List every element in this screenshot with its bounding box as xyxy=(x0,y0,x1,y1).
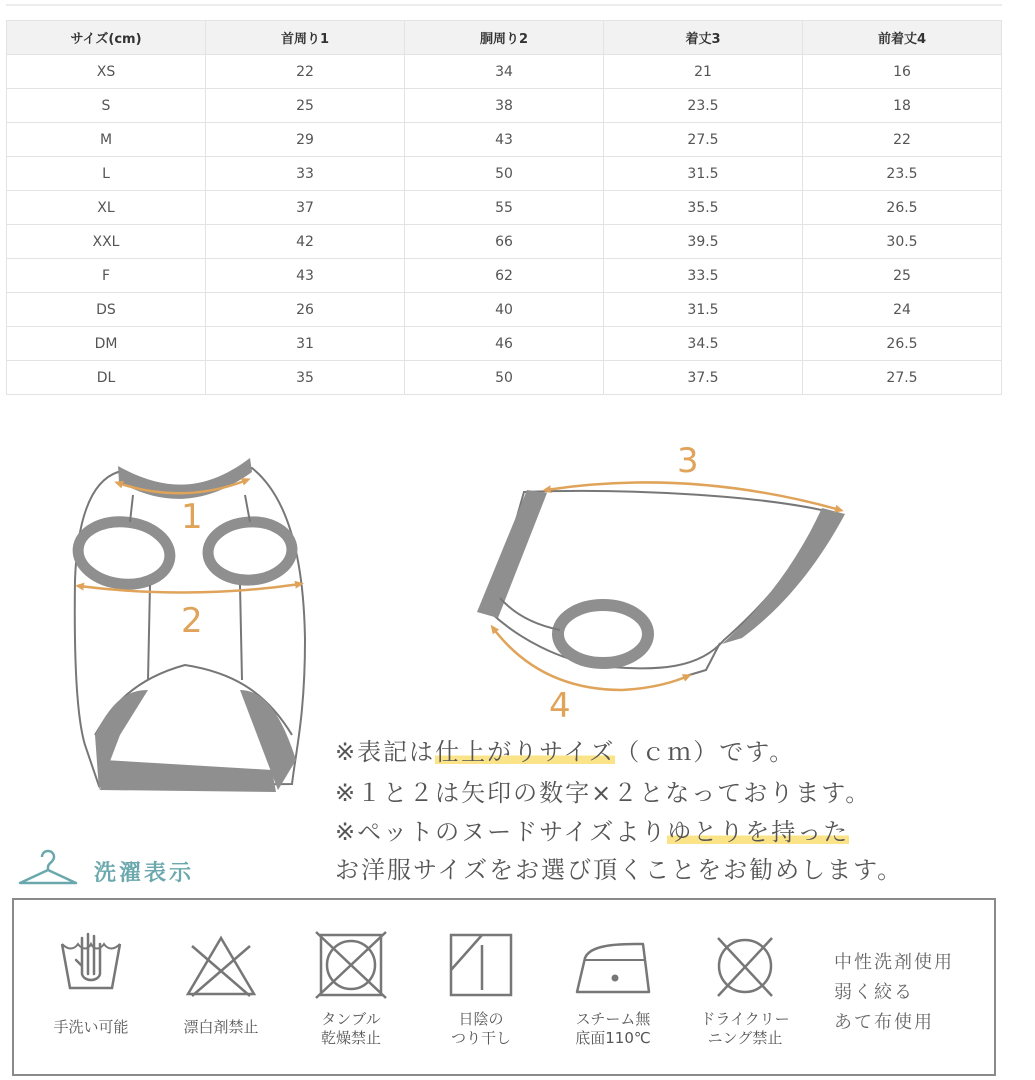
table-cell: F xyxy=(7,259,206,293)
note-line-4: お洋服サイズをお選び頂くことをお勧めします。 xyxy=(335,856,904,884)
table-cell: DM xyxy=(7,327,206,361)
care-shade-line-dry xyxy=(426,930,536,1048)
column-header-size: サイズ(cm) xyxy=(7,21,206,55)
table-cell: 18 xyxy=(803,89,1002,123)
note-line-2: ※１と２は矢印の数字×２となっております。 xyxy=(335,779,872,807)
column-header-neck: 首周り1 xyxy=(206,21,405,55)
hanger-icon xyxy=(16,845,80,889)
table-cell: S xyxy=(7,89,206,123)
table-cell: 34.5 xyxy=(604,327,803,361)
measure-label-4: 4 xyxy=(549,686,571,726)
table-cell: 34 xyxy=(405,55,604,89)
table-cell: 26.5 xyxy=(803,191,1002,225)
measure-label-3: 3 xyxy=(677,441,699,481)
care-no-tumble-dry-label-1: タンブル xyxy=(321,1010,381,1028)
care-no-dry-clean-label-2: ニング禁止 xyxy=(707,1029,783,1047)
table-cell: DS xyxy=(7,293,206,327)
care-no-dry-clean xyxy=(684,930,806,1048)
table-cell: M xyxy=(7,123,206,157)
column-header-front-length: 前着丈4 xyxy=(803,21,1002,55)
table-cell: 37.5 xyxy=(604,361,803,395)
table-cell: 40 xyxy=(405,293,604,327)
care-shade-line-dry-label-2: つり干し xyxy=(450,1029,511,1047)
table-cell: 46 xyxy=(405,327,604,361)
table-cell: 25 xyxy=(206,89,405,123)
table-cell: 35 xyxy=(206,361,405,395)
table-cell: 50 xyxy=(405,361,604,395)
washing-note-3: あて布使用 xyxy=(834,1012,934,1033)
table-cell: 27.5 xyxy=(604,123,803,157)
table-cell: 62 xyxy=(405,259,604,293)
table-cell: XXL xyxy=(7,225,206,259)
table-cell: 33 xyxy=(206,157,405,191)
table-cell: 37 xyxy=(206,191,405,225)
table-cell: 30.5 xyxy=(803,225,1002,259)
table-cell: 42 xyxy=(206,225,405,259)
table-cell: 25 xyxy=(803,259,1002,293)
column-header-chest: 胴周り2 xyxy=(405,21,604,55)
note-line-1-prefix: ※表記は xyxy=(335,738,436,766)
table-cell: 35.5 xyxy=(604,191,803,225)
note-line-3 xyxy=(335,812,849,847)
care-no-dry-clean-label-1: ドライクリー xyxy=(700,1010,790,1028)
table-cell: 22 xyxy=(206,55,405,89)
table-cell: DL xyxy=(7,361,206,395)
care-hand-wash-label: 手洗い可能 xyxy=(53,1018,129,1036)
note-line-1-suffix: （ｃｍ）です。 xyxy=(615,738,796,766)
washing-title: 洗濯表示 xyxy=(94,861,195,886)
care-shade-line-dry-label-1: 日陰の xyxy=(458,1010,504,1028)
washing-note-2: 弱く絞る xyxy=(834,982,914,1003)
hand-wash-icon xyxy=(56,930,126,1000)
care-no-tumble-dry xyxy=(296,930,406,1048)
note-line-1 xyxy=(335,732,795,767)
table-cell: 38 xyxy=(405,89,604,123)
table-cell: 43 xyxy=(206,259,405,293)
table-cell: 27.5 xyxy=(803,361,1002,395)
measure-label-2: 2 xyxy=(181,601,203,641)
table-cell: 55 xyxy=(405,191,604,225)
table-cell: 24 xyxy=(803,293,1002,327)
table-cell: 31.5 xyxy=(604,293,803,327)
note-line-3-highlight: ゆとりを持った xyxy=(667,818,850,846)
care-hand-wash xyxy=(36,930,146,1037)
table-cell: 26.5 xyxy=(803,327,1002,361)
table-cell: 50 xyxy=(405,157,604,191)
table-cell: 43 xyxy=(405,123,604,157)
table-cell: 31.5 xyxy=(604,157,803,191)
washing-note-1: 中性洗剤使用 xyxy=(834,952,954,973)
care-iron-label-1: スチーム無 xyxy=(575,1010,651,1028)
table-cell: 29 xyxy=(206,123,405,157)
measure-label-1: 1 xyxy=(181,497,203,537)
washing-notes xyxy=(834,948,954,1038)
table-cell: 26 xyxy=(206,293,405,327)
note-line-1-highlight: 仕上がりサイズ xyxy=(435,738,616,766)
no-tumble-dry-icon xyxy=(314,930,388,1000)
care-no-bleach xyxy=(166,930,276,1037)
shade-line-dry-icon xyxy=(444,930,518,1000)
no-dry-clean-icon xyxy=(708,930,782,1000)
table-cell: 66 xyxy=(405,225,604,259)
table-cell: 22 xyxy=(803,123,1002,157)
table-cell: 16 xyxy=(803,55,1002,89)
table-cell: L xyxy=(7,157,206,191)
iron-no-steam-icon xyxy=(565,930,661,1000)
no-bleach-icon xyxy=(184,930,258,1000)
table-cell: 21 xyxy=(604,55,803,89)
note-line-3-prefix: ※ペットのヌードサイズより xyxy=(335,818,668,846)
table-cell: 33.5 xyxy=(604,259,803,293)
care-iron xyxy=(554,930,672,1048)
column-header-length: 着丈3 xyxy=(604,21,803,55)
table-cell: 39.5 xyxy=(604,225,803,259)
table-cell: 23.5 xyxy=(604,89,803,123)
care-iron-label-2: 底面110℃ xyxy=(575,1029,651,1047)
table-cell: XL xyxy=(7,191,206,225)
table-cell: 23.5 xyxy=(803,157,1002,191)
care-no-bleach-label: 漂白剤禁止 xyxy=(183,1018,259,1036)
garment-side-view xyxy=(477,482,845,690)
table-cell: XS xyxy=(7,55,206,89)
table-cell: 31 xyxy=(206,327,405,361)
care-no-tumble-dry-label-2: 乾燥禁止 xyxy=(320,1029,381,1047)
